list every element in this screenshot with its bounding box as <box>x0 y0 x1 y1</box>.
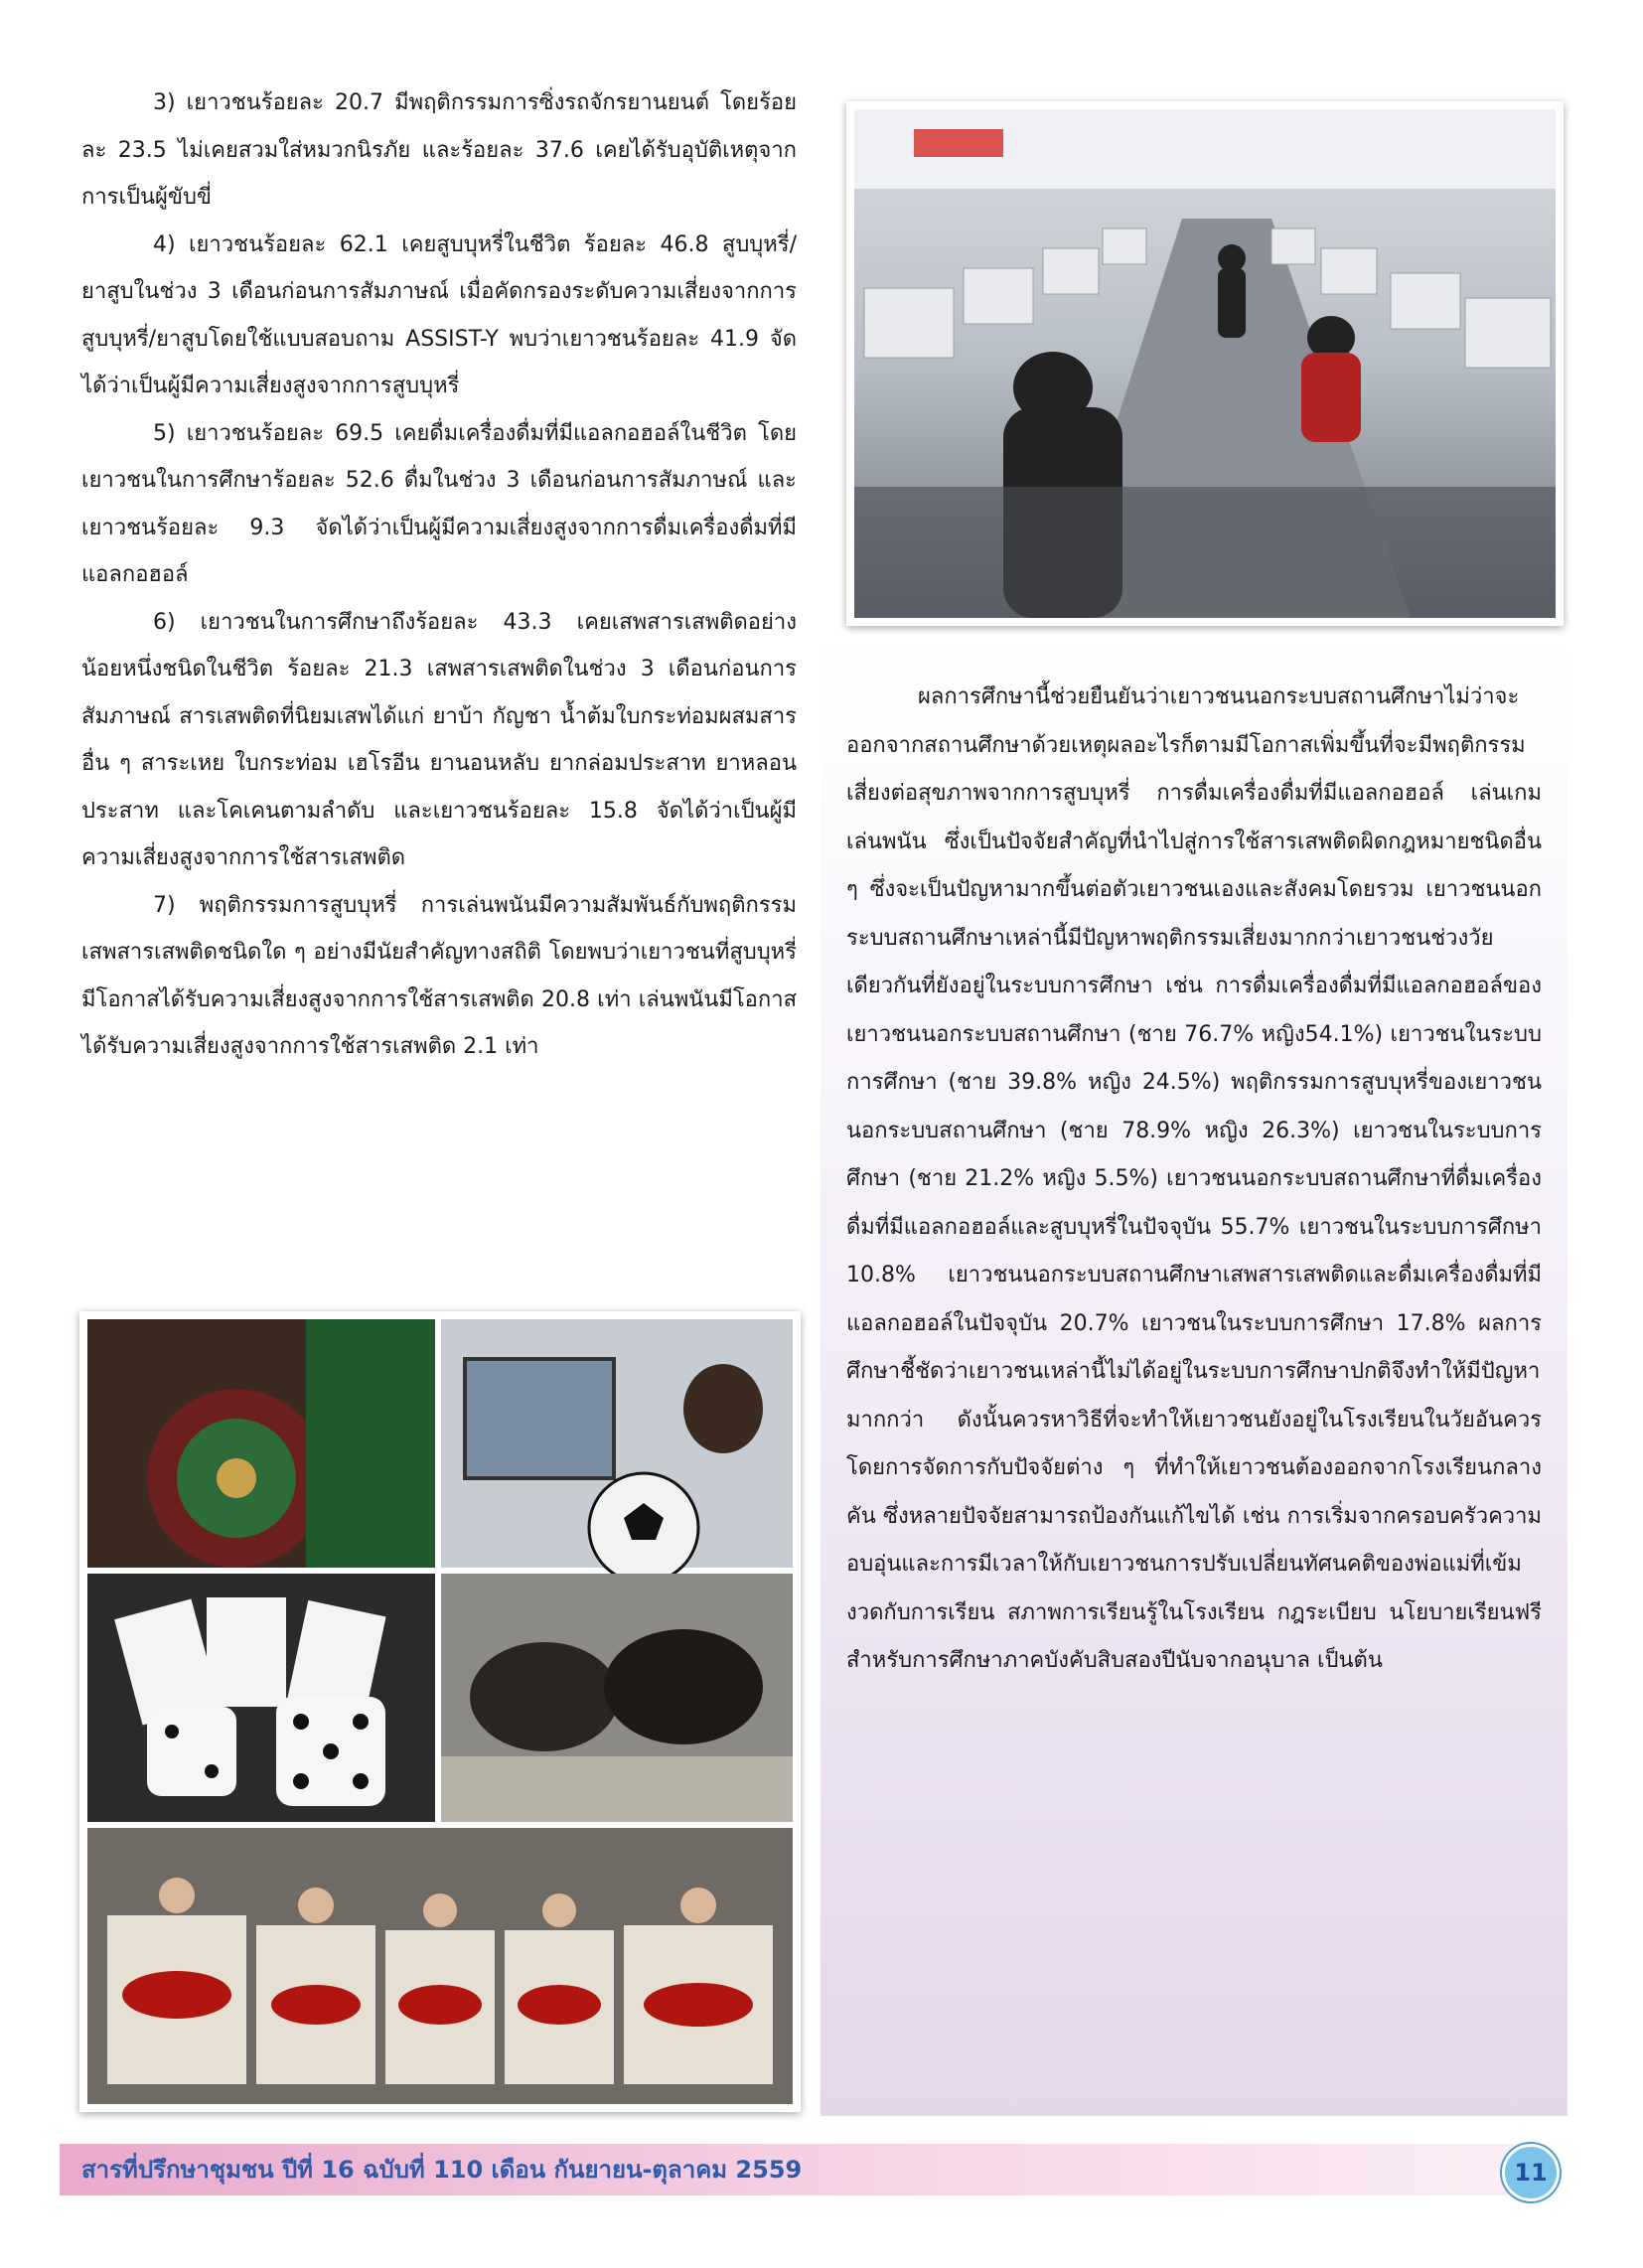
gambling-collage-photo <box>79 1311 801 2112</box>
roulette-image <box>87 1319 435 1568</box>
footer-title: สารที่ปรึกษาชุมชน ปีที่ 16 ฉบับที่ 110 เดือน กันยายน-ตุลาคม 2559 <box>81 2156 803 2184</box>
internet-cafe-photo <box>846 101 1564 626</box>
bullfight-image <box>441 1574 793 1822</box>
football-betting-image <box>441 1319 793 1583</box>
gambling-collage-photo-icon <box>87 1319 793 2104</box>
internet-cafe-photo-icon <box>854 109 1556 618</box>
paragraph-item-5: 5) เยาวชนร้อยละ 69.5 เคยดื่มเครื่องดื่มที่มีแอลกอฮอล์ในชีวิต โดยเยาวชนในการศึกษาร้อยละ 52.6 ดื่มในช่วง 3 เดือนก่อนการสัมภาษณ์ และเยาวชนร้อยละ 9.3 จัดได้ว่าเป็นผู้มีความเสี่ยงสูงจากการดื่มเครื่องดื่มที่มีแอลกอฮอล์ <box>81 420 797 587</box>
paragraph-item-4: 4) เยาวชนร้อยละ 62.1 เคยสูบบุหรี่ในชีวิต ร้อยละ 46.8 สูบบุหรี่/ยาสูบในช่วง 3 เดือนก่อนการสัมภาษณ์ เมื่อคัดกรองระดับความเสี่ยงจากการสูบบุหรี่/ยาสูบโดยใช้แบบสอบถาม ASSIST-Y พบว่าเยาวชนร้อยละ 41.9 จัดได้ว่าเป็นผู้มีความเสี่ยงสูงจากการสูบบุหรี่ <box>81 231 797 398</box>
paragraph-item-7: 7) พฤติกรรมการสูบบุหรี่ การเล่นพนันมีความสัมพันธ์กับพฤติกรรมเสพสารเสพติดชนิดใด ๆ อย่างมีนัยสำคัญทางสถิติ โดยพบว่าเยาวชนที่สูบบุหรี่มีโอกาสได้รับความเสี่ยงสูงจากการใช้สารเสพติด 20.8 เท่า เล่นพนันมีโอกาสได้รับความเสี่ยงสูงจากการใช้สารเสพติด 2.1 เท่า <box>81 892 797 1059</box>
protest-image <box>87 1828 793 2104</box>
right-column-text <box>846 674 1542 1686</box>
conclusion-paragraph: ผลการศึกษานี้ช่วยยืนยันว่าเยาวชนนอกระบบสถานศึกษาไม่ว่าจะออกจากสถานศึกษาด้วยเหตุผลอะไรก็ตามมีโอกาสเพิ่มขึ้นที่จะมีพฤติกรรมเสี่ยงต่อสุขภาพจากการสูบบุหรี่ การดื่มเครื่องดื่มที่มีแอลกอฮอล์ เล่นเกม เล่นพนัน ซึ่งเป็นปัจจัยสำคัญที่นำไปสู่การใช้สารเสพติดผิดกฎหมายชนิดอื่น ๆ ซึ่งจะเป็นปัญหามากขึ้นต่อตัวเยาวชนเองและสังคมโดยรวม เยาวชนนอกระบบสถานศึกษาเหล่านี้มีปัญหาพฤติกรรมเสี่ยงมากกว่าเยาวชนช่วงวัยเดียวกันที่ยังอยู่ในระบบการศึกษา เช่น การดื่มเครื่องดื่มที่มีแอลกอฮอล์ของเยาวชนนอกระบบสถานศึกษา (ชาย 76.7% หญิง54.1%) เยาวชนในระบบการศึกษา (ชาย 39.8% หญิง 24.5%) พฤติกรรมการสูบบุหรี่ของเยาวชนนอกระบบสถานศึกษา (ชาย 78.9% หญิง 26.3%) เยาวชนในระบบการศึกษา (ชาย 21.2% หญิง 5.5%) เยาวชนนอกระบบสถานศึกษาที่ดื่มเครื่องดื่มที่มีแอลกอฮอล์และสูบบุหรี่ในปัจจุบัน 55.7% เยาวชนในระบบการศึกษา 10.8% เยาวชนนอกระบบสถานศึกษาเสพสารเสพติดและดื่มเครื่องดื่มที่มีแอลกอฮอล์ในปัจจุบัน 20.7% เยาวชนในระบบการศึกษา 17.8% ผลการศึกษาชี้ชัดว่าเยาวชนเหล่านี้ไม่ได้อยู่ในระบบการศึกษาปกติจึงทำให้มีปัญหามากกว่า ดังนั้นควรหาวิธีที่จะทำให้เยาวชนยังอยู่ในโรงเรียนในวัยอันควร โดยการจัดการกับปัจจัยต่าง ๆ ที่ทำให้เยาวชนต้องออกจากโรงเรียนกลางคัน ซึ่งหลายปัจจัยสามารถป้องกันแก้ไขได้ เช่น การเริ่มจากครอบครัวความอบอุ่นและการมีเวลาให้กับเยาวชนการปรับเปลี่ยนทัศนคติของพ่อแม่ที่เข้มงวดกับการเรียน สภาพการเรียนรู้ในโรงเรียน กฎระเบียบ นโยบายเรียนฟรีสำหรับการศึกษาภาคบังคับสิบสองปีนับจากอนุบาล เป็นต้น <box>846 684 1542 1673</box>
left-column-text <box>81 79 797 1071</box>
page-number-badge: 11 <box>1502 2144 1560 2201</box>
cards-dice-image <box>87 1574 435 1822</box>
paragraph-item-6: 6) เยาวชนในการศึกษาถึงร้อยละ 43.3 เคยเสพสารเสพติดอย่างน้อยหนึ่งชนิดในชีวิต ร้อยละ 21.3 เสพสารเสพติดในช่วง 3 เดือนก่อนการสัมภาษณ์ สารเสพติดที่นิยมเสพได้แก่ ยาบ้า กัญชา น้ำต้มใบกระท่อมผสมสารอื่น ๆ สาระเหย ใบกระท่อม เฮโรอีน ยานอนหลับ ยากล่อมประสาท ยาหลอนประสาท และโคเคนตามลำดับ และเยาวชนร้อยละ 15.8 จัดได้ว่าเป็นผู้มีความเสี่ยงสูงจากการใช้สารเสพติด <box>81 609 797 870</box>
paragraph-item-3: 3) เยาวชนร้อยละ 20.7 มีพฤติกรรมการซิ่งรถจักรยานยนต์ โดยร้อยละ 23.5 ไม่เคยสวมใส่หมวกนิรภัย และร้อยละ 37.6 เคยได้รับอุบัติเหตุจากการเป็นผู้ขับขี่ <box>81 90 797 210</box>
